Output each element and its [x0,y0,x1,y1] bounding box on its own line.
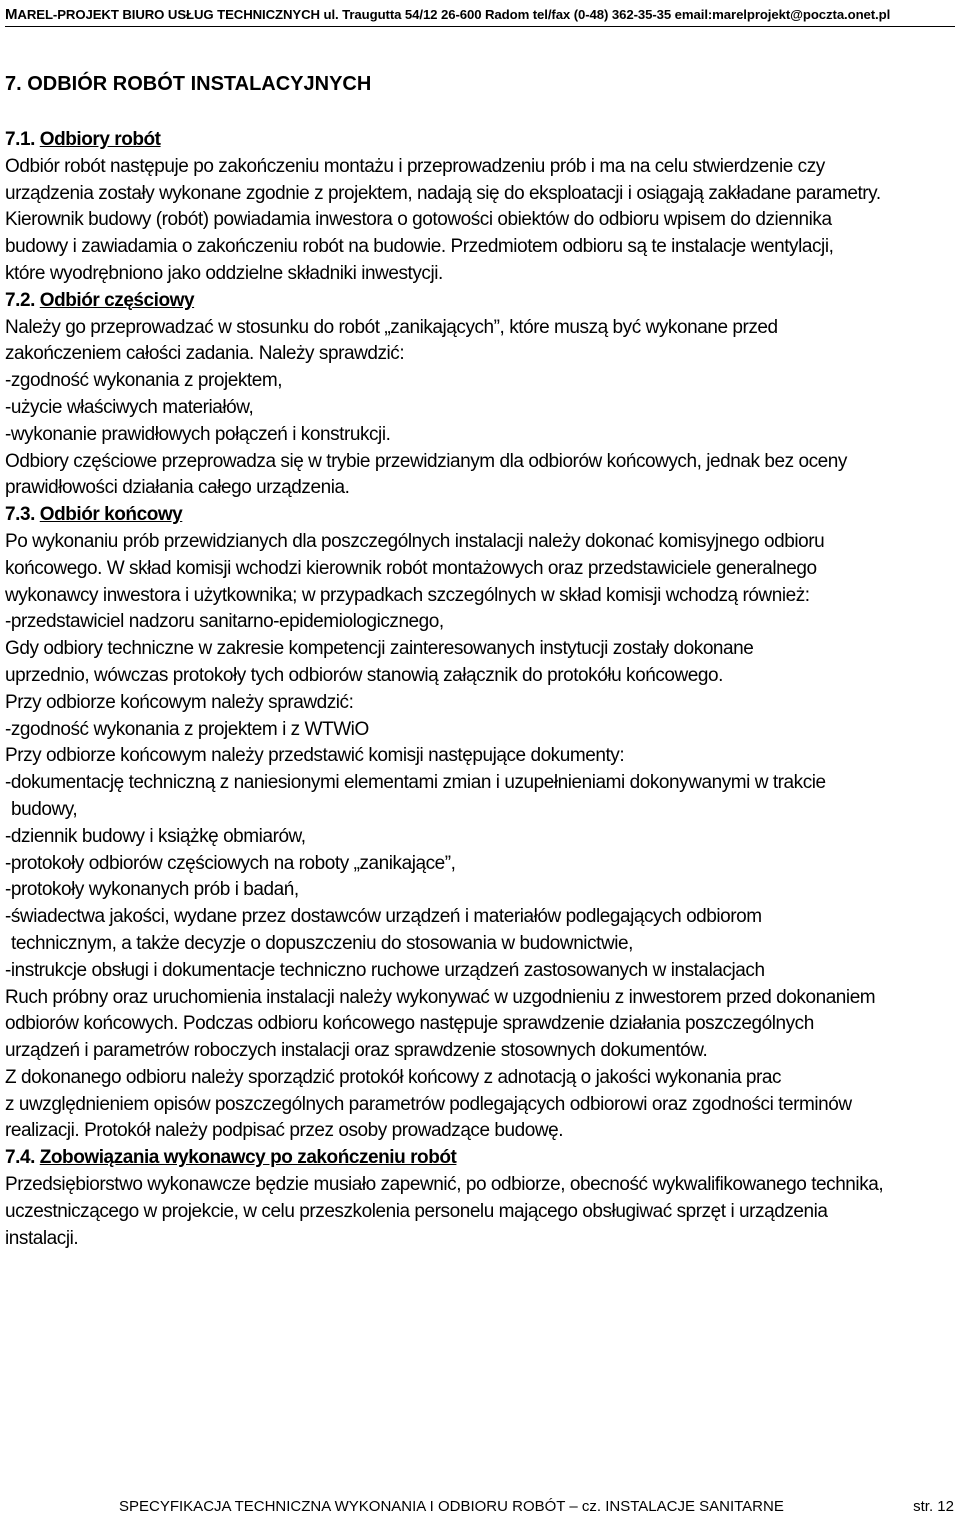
text-line: Z dokonanego odbioru należy sporządzić protokół końcowy z adnotacją o jakości wykonania prac [5,1066,782,1088]
section-number: 7.3. [5,504,35,526]
text-line: Po wykonaniu prób przewidzianych dla poszczególnych instalacji należy dokonać komisyjnego odbioru [5,530,825,552]
document-footer [119,1498,954,1515]
footer-title: SPECYFIKACJA TECHNICZNA WYKONANIA I ODBIORU ROBÓT – cz. INSTALACJE SANITARNE [119,1498,784,1515]
text-line: -zgodność wykonania z projektem i z WTWiO [5,718,369,740]
text-line: -użycie właściwych materiałów, [5,396,254,418]
text-line: Ruch próbny oraz uruchomienia instalacji należy wykonywać w uzgodnieniu z inwestorem przed dokonaniem [5,986,876,1008]
header-initial: M [5,6,18,23]
text-line: -wykonanie prawidłowych połączeń i konstrukcji. [5,423,391,445]
text-line: Przy odbiorze końcowym należy przedstawić komisji następujące dokumenty: [5,745,625,767]
text-line: Kierownik budowy (robót) powiadamia inwestora o gotowości obiektów do odbioru wpisem do dziennika [5,209,832,231]
text-line: -instrukcje obsługi i dokumentacje techniczno ruchowe urządzeń zastosowanych w instalacjach [5,959,765,981]
text-line: urządzenia zostały wykonane zgodnie z projektem, nadają się do eksploatacji i osiągają zakładane parametry. [5,182,881,204]
section-title: Odbiór częściowy [39,289,195,311]
section-title: Odbiór końcowy [39,504,183,526]
text-line: uczestniczącego w projekcie, w celu przeszkolenia personelu mającego obsługiwać sprzęt i urządzenia [5,1200,828,1222]
section-number: 7.2. [5,289,35,311]
section-heading [5,1145,955,1172]
document-header [5,6,955,23]
header-rule [5,26,955,27]
text-line: końcowego. W skład komisji wchodzi kierownik robót montażowych oraz przedstawiciele generalnego [5,557,817,579]
text-line: które wyodrębniono jako oddzielne składniki inwestycji. [5,262,443,284]
text-line: -zgodność wykonania z projektem, [5,370,283,392]
text-line: Przedsiębiorstwo wykonawcze będzie musiało zapewnić, po odbiorze, obecność wykwalifikowanego technika, [5,1174,884,1196]
text-line: Odbiory częściowe przeprowadza się w trybie przewidzianym dla odbiorów końcowych, jednak bez oceny [5,450,847,472]
text-line: Należy go przeprowadzać w stosunku do robót „zanikających”, które muszą być wykonane przed [5,316,778,338]
text-line: wykonawcy inwestora i użytkownika; w przypadkach szczególnych w skład komisji wchodzą również: [5,584,810,606]
text-line: -protokoły wykonanych prób i badań, [5,879,299,901]
text-line: budowy, [11,798,78,820]
text-line: Odbiór robót następuje po zakończeniu montażu i przeprowadzeniu prób i ma na celu stwierdzenie czy [5,155,825,177]
text-line: Gdy odbiory techniczne w zakresie kompetencji zainteresowanych instytucji zostały dokonane [5,638,754,660]
text-line: z uwzględnieniem opisów poszczególnych parametrów podlegających odbiorowi oraz zgodności terminów [5,1093,852,1115]
section-number: 7.4. [5,1147,35,1169]
text-line: odbiorów końcowych. Podczas odbioru końcowego następuje sprawdzenie działania poszczególnych [5,1013,814,1035]
text-line: -dziennik budowy i książkę obmiarów, [5,825,306,847]
section-heading [5,288,955,315]
section-title: Zobowiązania wykonawcy po zakończeniu robót [39,1147,457,1169]
text-line: realizacji. Protokół należy podpisać przez osoby prowadzące budowę. [5,1120,564,1142]
text-line: -świadectwa jakości, wydane przez dostawców urządzeń i materiałów podlegających odbiorom [5,906,762,928]
text-line: instalacji. [5,1227,79,1249]
chapter-title: 7. ODBIÓR ROBÓT INSTALACYJNYCH [5,73,372,95]
text-line: -dokumentację techniczną z naniesionymi elementami zmian i uzupełnieniami dokonywanymi w trakcie [5,772,826,794]
text-line: -przedstawiciel nadzoru sanitarno-epidemiologicznego, [5,611,444,633]
text-line: prawidłowości działania całego urządzenia. [5,477,350,499]
text-line: zakończeniem całości zadania. Należy sprawdzić: [5,343,405,365]
section-heading [5,502,955,529]
section-title: Odbiory robót [39,129,161,150]
section-heading [5,127,955,154]
text-line: budowy i zawiadamia o zakończeniu robót na budowie. Przedmiotem odbioru są te instalacje wentylacji, [5,236,834,258]
document-body [5,127,955,1252]
text-line: -protokoły odbiorów częściowych na roboty „zanikające”, [5,852,456,874]
text-line: Przy odbiorze końcowym należy sprawdzić: [5,691,354,713]
page-number: str. 12 [913,1498,954,1515]
header-company-info: AREL-PROJEKT BIURO USŁUG TECHNICZNYCH ul. Traugutta 54/12 26-600 Radom tel/fax (0-48) 362-35-35 email:marelprojekt@poczta.onet.pl [17,7,891,22]
text-line: technicznym, a także decyzje o dopuszczeniu do stosowania w budownictwie, [11,932,633,954]
section-number: 7.1. [5,129,35,150]
text-line: uprzednio, wówczas protokoły tych odbiorów stanowią załącznik do protokółu końcowego. [5,664,723,686]
text-line: urządzeń i parametrów roboczych instalacji oraz sprawdzenie stosownych dokumentów. [5,1040,708,1062]
